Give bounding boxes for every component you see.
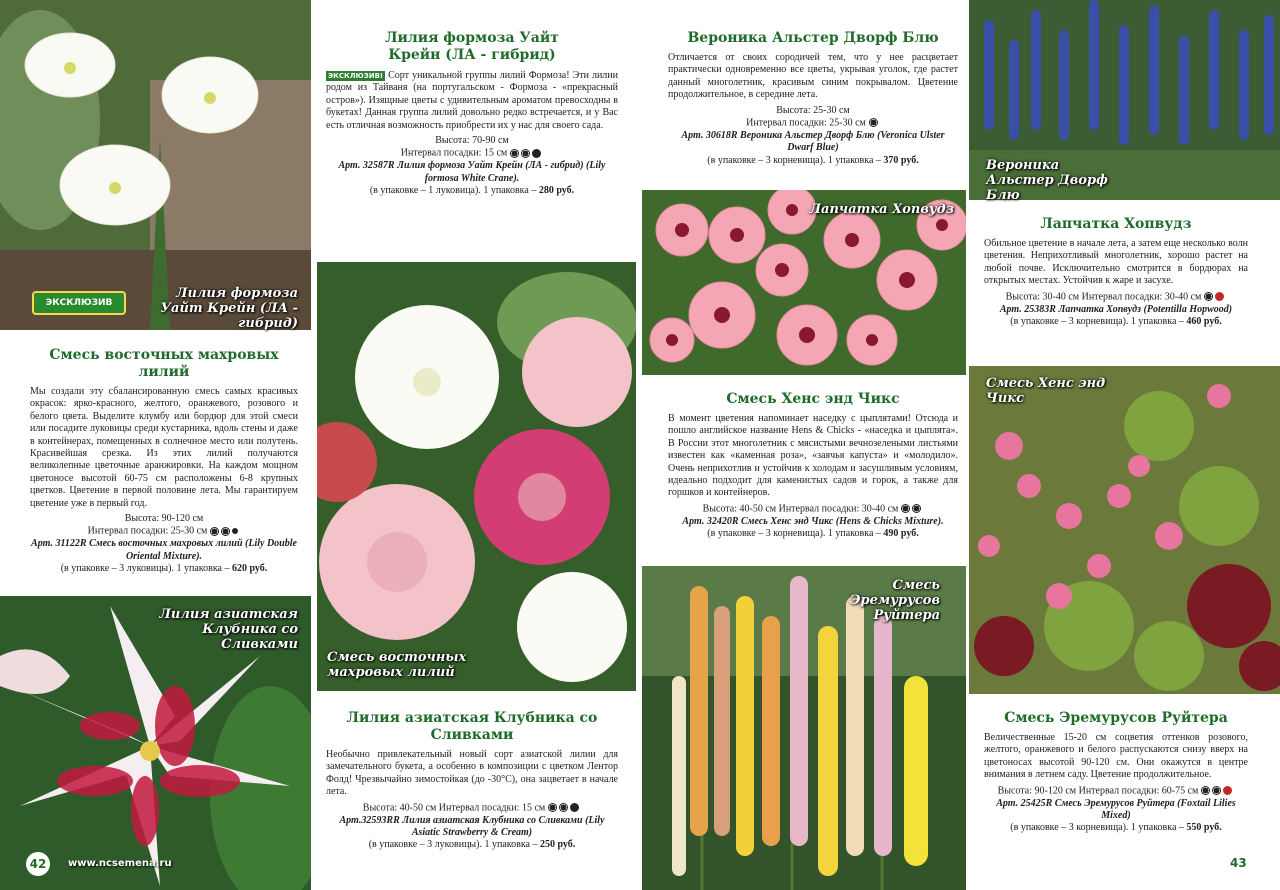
product-article: Арт.32593RR Лилия азиатская Клубника со Сливками (Lily Asiatic Strawberry & Cream): [339, 814, 605, 838]
product-interval: Интервал посадки: 25-30 см: [87, 525, 208, 537]
product-description: Отличается от своих сородичей тем, что у нее расцветает практически одновременно все цветы, укрывая уголок, где растет данный многолетник, красивым синим покрывалом. Цветение продолжительное, в середине лета.: [668, 52, 958, 101]
half-sun-icon: [521, 149, 530, 158]
pack-price-row: [668, 528, 958, 540]
product-pack: (в упаковке – 3 корневища). 1 упаковка –: [1010, 315, 1184, 327]
product-size-line: Высота: 90-120 см Интервал посадки: 60-75 см: [997, 785, 1199, 797]
half-sun-icon: [912, 504, 921, 513]
pack-price-row: [984, 316, 1248, 328]
care-icons: [869, 117, 880, 129]
pack-price-row: [984, 822, 1248, 834]
product-lily-formosa: [326, 30, 618, 198]
product-title: Смесь восточных махровых лилий: [49, 347, 279, 380]
product-title: Лилия азиатская Клубника со Сливками: [346, 710, 598, 743]
sun-icon: [510, 149, 519, 158]
product-title: Смесь Хенс энд Чикс: [726, 391, 900, 407]
product-description: Мы создали эту сбалансированную смесь самых красивых окрасок: ярко-красного, желтого, оранжевого, розового и белого цвета. Выделите клумбу или бордюр для этой смеси или посадите луковицы среди кустарника, вдоль стены и даже в контейнерах, помещенных в солнечное место или полутень. Красивейшая срезка. Из этих лилий получаются великолепные цветочные аранжировки. На каждом мощном цветоносе высотой 60-75 см расположены 6-8 крупных цветков. Цветение в первой половине лета. Мы гарантируем цветение уже в первый год.: [30, 386, 298, 509]
shade-icon: [232, 528, 238, 534]
photo-lily-formosa: [0, 0, 311, 330]
pack-price-row: [326, 839, 618, 851]
sun-icon: [1204, 292, 1213, 301]
page-number-left: 42: [26, 852, 50, 876]
caption-potentilla: Лапчатка Хопвудз: [809, 202, 954, 217]
size-interval-row: [984, 291, 1248, 304]
product-pack: (в упаковке – 3 корневища). 1 упаковка –: [707, 154, 881, 166]
product-size-line: Высота: 40-50 см Интервал посадки: 15 см: [362, 802, 546, 814]
photo-oriental-mix: [317, 262, 636, 691]
half-sun-icon: [221, 527, 230, 536]
product-size-line: Высота: 40-50 см Интервал посадки: 30-40 см: [702, 503, 899, 515]
pack-price-row: [30, 563, 298, 575]
product-veronica: [668, 30, 958, 167]
product-pack: (в упаковке – 1 луковица). 1 упаковка –: [369, 185, 537, 197]
product-height: Высота: 70-90 см: [435, 135, 509, 147]
product-price: 250 руб.: [539, 839, 576, 851]
product-hens-chicks: [668, 391, 958, 541]
caption-oriental-mix: Смесь восточных махровых лилий: [327, 650, 467, 680]
product-title: Вероника Альстер Дворф Блю: [687, 30, 939, 46]
product-title: Лапчатка Хопвудз: [1040, 216, 1192, 232]
caption-lily-formosa: Лилия формоза Уайт Крейн (ЛА - гибрид): [160, 286, 298, 331]
size-interval-row: [984, 785, 1248, 798]
care-icons: [1204, 291, 1226, 303]
product-article: Арт. 32420R Смесь Хенс энд Чикс (Hens & Chicks Mixture).: [682, 515, 944, 527]
scissors-icon: [570, 803, 579, 812]
caption-veronica: Вероника Альстер Дворф Блю: [986, 158, 1108, 203]
product-pack: (в упаковке – 3 луковицы). 1 упаковка –: [368, 839, 538, 851]
care-icons: [510, 147, 543, 159]
product-description: [326, 70, 618, 132]
product-price: 620 руб.: [231, 563, 268, 575]
pack-price-row: [668, 155, 958, 167]
product-price: 550 руб.: [1186, 822, 1222, 834]
care-icons: [901, 503, 923, 515]
no-shade-icon: [1215, 292, 1224, 301]
product-pack: (в упаковке – 3 луковицы). 1 упаковка –: [60, 563, 230, 575]
product-price: 490 руб.: [883, 528, 919, 540]
caption-hens-chicks: Смесь Хенс энд Чикс: [986, 376, 1106, 406]
size-interval-row: [326, 802, 618, 815]
sun-icon: [869, 118, 878, 127]
product-article: Арт. 32587R Лилия формоза Уайт Крейн (ЛА - гибрид) (Lily formosa White Crane).: [338, 160, 606, 184]
product-pack: (в упаковке – 3 корневища). 1 упаковка –: [1010, 822, 1184, 834]
half-sun-icon: [559, 803, 568, 812]
product-pack: (в упаковке – 3 корневища). 1 упаковка –: [707, 528, 881, 540]
exclusive-label: ЭКСКЛЮЗИВ!: [328, 72, 384, 80]
scissors-icon: [532, 149, 541, 158]
product-description: Необычно привлекательный новый сорт азиатской лилии для замечательного букета, а особенно в композиции с цветком Лентор Фолд! Чрезвычайно зимостойкая (до -30°С), она зацветает в начале лета.: [326, 749, 618, 798]
sun-icon: [548, 803, 557, 812]
product-height: Высота: 90-120 см: [124, 513, 204, 525]
size-interval-row: [668, 503, 958, 516]
product-article: Арт. 31122R Смесь восточных махровых лилий (Lily Double Oriental Mixture).: [31, 538, 297, 562]
product-interval: Интервал посадки: 25-30 см: [746, 117, 866, 129]
planting-interval-row: [30, 525, 298, 538]
product-article: Арт. 25425R Смесь Эремурусов Руйтера (Foxtail Lilies Mixed): [996, 797, 1236, 821]
sun-icon: [901, 504, 910, 513]
product-price: 370 руб.: [883, 154, 919, 166]
pack-price-row: [326, 185, 618, 197]
product-article: Арт. 30618R Вероника Альстер Дворф Блю (Veronica Ulster Dwarf Blue): [681, 129, 945, 154]
product-description-text: Сорт уникальной группы лилий Формоза! Эти лилии родом из Тайваня (на португальском - Формоза - «прекрасный остров»). Изящные цветы с удивительным ароматом превосходны в букетах! Данная группа лилий довольно редко встречается, и у Вас есть отличная возможность приобрести их у нас для своего сада.: [326, 70, 618, 131]
website-url: www.ncsemena.ru: [68, 858, 172, 869]
product-description: Величественные 15-20 см соцветия оттенков розового, желтого, оранжевого и белого распускаются снизу вверх на цветоносах высотой 90-120 см. Они окажутся в центре внимания в летнем саду. Цветение продолжительное.: [984, 732, 1248, 781]
product-oriental-mix: [30, 347, 298, 576]
product-description: В момент цветения напоминает наседку с цыплятами! Отсюда и пошло английское название Hens & Chicks - «наседка и цыплята». В России этот многолетник с мясистыми вечнозелеными листьями известен как «каменная роза», «заячья капуста» и «молодило». Очень неприхотлив и устойчив к холодам и засушливым условиям, идеально подходит для каменистых садов и горок, а также для горшков и контейнеров.: [668, 413, 958, 499]
product-potentilla: [984, 216, 1248, 328]
product-article: Арт. 25383R Лапчатка Хопвудз (Potentilla Hopwood): [999, 303, 1233, 315]
product-interval: Интервал посадки: 15 см: [400, 147, 508, 159]
care-icons: [1201, 785, 1234, 797]
product-title: Лилия формоза Уайт Крейн (ЛА - гибрид): [385, 30, 559, 63]
photo-hens-chicks: [969, 366, 1280, 694]
planting-interval-row: [326, 147, 618, 160]
page-number-right: 43: [1230, 856, 1247, 870]
caption-lily-asiatic: Лилия азиатская Клубника со Сливками: [159, 607, 298, 652]
product-height: Высота: 25-30 см: [776, 104, 850, 116]
care-icons: [548, 802, 581, 814]
photo-potentilla: [642, 190, 966, 375]
exclusive-badge: ЭКСКЛЮЗИВ: [32, 291, 126, 315]
caption-eremurus: Смесь Эремурусов Руйтера: [850, 578, 940, 623]
product-size-line: Высота: 30-40 см Интервал посадки: 30-40 см: [1005, 291, 1202, 303]
no-shade-icon: [1223, 786, 1232, 795]
product-eremurus: [984, 710, 1248, 835]
sun-icon: [1201, 786, 1210, 795]
product-price: 280 руб.: [538, 185, 575, 197]
half-sun-icon: [1212, 786, 1221, 795]
product-title: Смесь Эремурусов Руйтера: [1004, 710, 1228, 726]
planting-interval-row: [668, 117, 958, 130]
product-lily-asiatic: [326, 710, 618, 852]
product-description: Обильное цветение в начале лета, а затем еще несколько волн цветения. Неприхотливый многолетник, хорошо растет на любой почве. Исключительно смотрится в бордюрах на открытых местах. Устойчив к жаре и засухе.: [984, 238, 1248, 287]
product-price: 460 руб.: [1186, 315, 1222, 327]
care-icons: [210, 525, 240, 537]
sun-icon: [210, 527, 219, 536]
